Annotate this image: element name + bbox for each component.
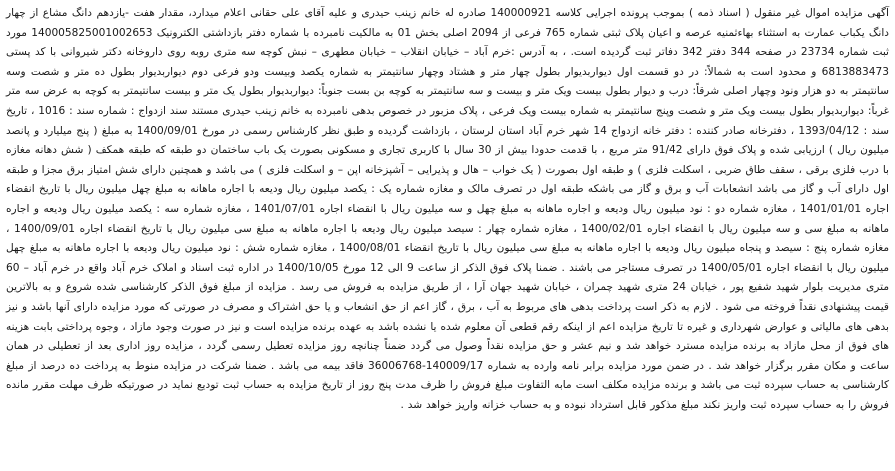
auction-notice-text: آگهی مزایده اموال غیر منقول ( اسناد ذمه ) بموجب پرونده اجرایی کلاسه 140000921 صادره له خانم زینب حیدری و علیه آقای علی حقانی اعلام میدارد، مقدار هفت -یازدهم دانگ مشاع از چهار دانگ یکباب عمارت به استثناء بهاءثمنیه عرصه و اعیان پلاک ثبتی شماره 765 فرعی از 2094 اصلی بخش 01 به مالکیت نامبرده با شماره دفتر بازداشتی الکترونیک 140005825001002653 مورد ثبت شماره 23734 در صفحه 344 دفتر 342 دفاتر ثبت گردیده است. ، به آدرس :خرم آباد – خیابان انقلاب – خیابان مطهری – نبش کوچه سه متری روبه روی داروخانه دکتر شیروانی با کد پستی 6813883473 و محدود است به شمالاً: در دو قسمت اول دیواربدیوار بطول چهار متر و هشتاد وچهار سانتیمتر به شماره یکصد وبیست ودو فرعی دوم دیواربدیوار بطول ده متر و شصت وسه سانتیمتر به دو هزار ونود وچهار اصلی شرقاً: درب و دیوار بطول بیست ویک متر و بیست و سه سانتیمتر به کوچه بن بست جنوباً: دیواربدیوار بطول یک متر و بیست سانتیمتر به کوچه به عرض سه متر غرباً: دیواربدیوار بطول بیست ویک متر و شصت وپنج سانتیمتر به شماره بیست ویک فرعی ، پلاک مزبور در خصوص بدهی نامبرده به خانم زینب حیدری مستند سند ازدواج : شماره سند : 1016 ، تاریخ سند : 1393/04/12 ، دفترخانه صادر کننده : دفتر خانه ازدواج 14 شهر خرم آباد استان لرستان ، بازداشت گردیده و طبق نظر کارشناس رسمی در مورخ 1400/09/01 به مبلغ ( پنج میلیارد و پانصد میلیون ریال ) ارزیابی شده و پلاک فوق دارای 91/42 متر مربع ، با قدمت حدودا بیش از 30 سال با کاربری تجاری و مسکونی بصورت یک باب ساختمان دو طبقه که طبقه همکف ( شش دهانه مغازه با درب فلزی برقی ، سقف طاق ضربی ، اسکلت فلزی ) و طبقه اول بصورت ( یک خواب – هال و پذیرایی – آشپزخانه اپن – و اسکلت فلزی ) می باشد و همچنین دارای شش امتیاز برق مجزا و طبقه اول دارای آب و گاز می باشد انشعابات آب و برق و گاز می باشکه طبقه اول در تصرف مالک و مغازه شماره یک : یکصد میلیون ریال ودیعه با اجاره ماهانه به مبلغ چهل میلیون ریال با تاریخ انقضاء اجاره 1401/01/01 ، مغازه شماره دو : نود میلیون ریال ودیعه و اجاره ماهانه به مبلغ چهل و سه میلیون ریال با انقضاء اجاره 1401/07/01 ، مغازه شماره سه : یکصد میلیون ریال ودیعه و اجاره ماهانه به مبلغ سی و سه میلیون ریال با انقضاء اجاره 1400/02/01 ، مغازه شماره چهار : سیصد میلیون ریال ودیعه با اجاره ماهانه به مبلغ سی میلیون ریال با تاریخ انقضاء اجاره 1400/09/01 ، مغازه شماره پنج : سیصد و پنجاه میلیون ریال ودیعه با اجاره ماهانه به مبلغ سی میلیون ریال با تاریخ انقضاء 1400/08/01 ، مغازه شماره شش : نود میلیون ریال ودیعه با اجاره ماهانه به مبلغ چهل میلیون ریال با انقضاء اجاره 1400/05/01 در تصرف مستاجر می باشند . ضمنا پلاک فوق الذکر از ساعت 9 الی 12 مورخ 1400/10/05 در اداره ثبت اسناد و املاک خرم آباد واقع در خرم آباد – 60 متری مدیریت بلوار شهید شفیع پور ، خیابان 24 متری شهید چمران ، خیابان شهید جهان آرا ، از طریق مزایده به فروش می رسد . مزایده از مبلغ فوق الذکر کارشناسی شده شروع و به بالاترین قیمت پیشنهادی نقداً فروخته می شود . لازم به ذکر است پرداخت بدهی های مربوط به آب ، برق ، گاز اعم از حق انشعاب و یا حق اشتراک و مصرف در صورتی که مورد مزایده دارای آنها باشد و نیز بدهی های مالیاتی و عوارض شهرداری و غیره تا تاریخ مزایده اعم از اینکه رقم قطعی آن معلوم شده یا نشده باشد به عهده برنده مزایده است و نیز در صورت وجود مازاد ، وجوه پرداختی بابت هزینه های فوق از محل مازاد به برنده مزایده مسترد خواهد شد و نیم عشر و حق مزایده نقداً وصول می گردد ضمناً چنانچه روز مزایده تعطیل رسمی گردد ، مزایده روز اداری بعد از تعطیلی در همان ساعت و مکان مقرر برگزار خواهد شد . در ضمن مورد مزایده برابر نامه وارده به شماره 140009/17-36006768 فاقد بیمه می باشد . ضمنا شرکت در مزایده منوط به پرداخت ده درصد از مبلغ کارشناسی به حساب سپرده ثبت می باشد و برنده مزایده مکلف است مابه التفاوت مبلغ فروش را ظرف مدت پنج روز از تاریخ مزایده به حساب ثبت تودیع نماید در صورتیکه ظرف مهلت مقرر مانده فروش را به حساب سپرده ثبت واریز نکند مبلغ مذکور قابل استرداد نبوده و به حساب خزانه واریز خواهد شد . (6, 7, 890, 411)
